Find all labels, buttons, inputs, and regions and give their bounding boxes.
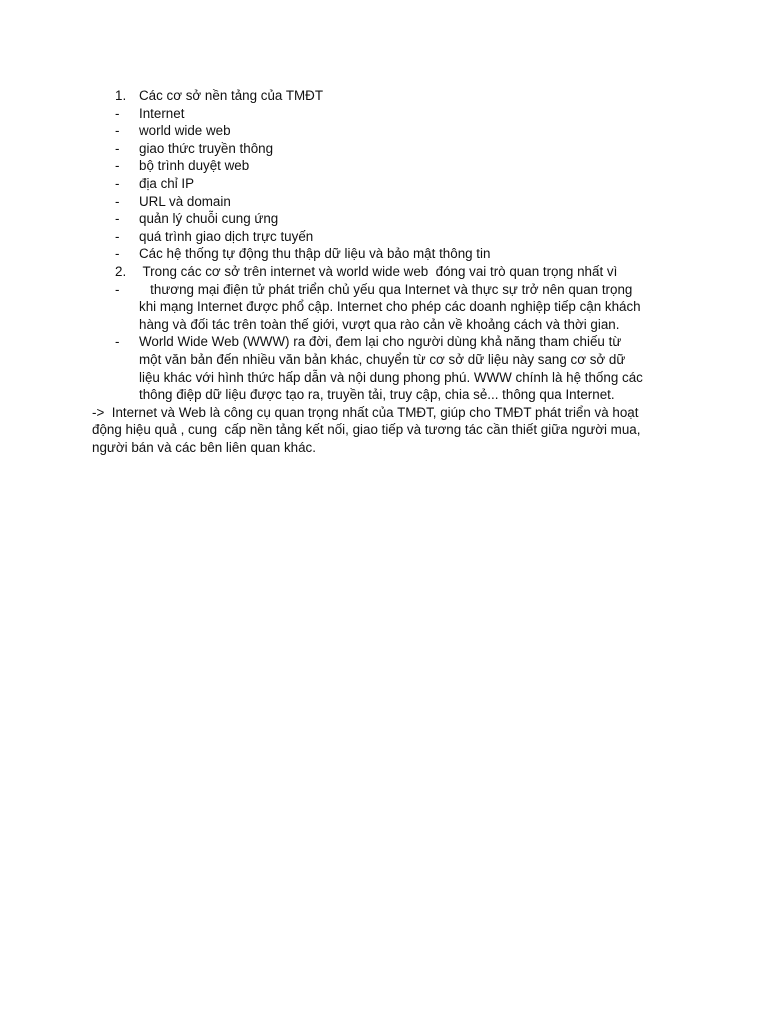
list-marker: 1. [115, 88, 127, 103]
list-item [92, 228, 692, 246]
paragraph-line: một văn bản đến nhiều văn bản khác, chuyển từ cơ sở dữ liệu này sang cơ sở dữ [139, 351, 626, 367]
paragraph-line: thông điệp dữ liệu được tạo ra, truyền tải, truy cập, chia sẻ... thông qua Internet. [139, 387, 615, 403]
paragraph-line: liệu khác với hình thức hấp dẫn và nội dung phong phú. WWW chính là hệ thống các [139, 369, 643, 385]
list-marker: - [115, 211, 120, 227]
paragraph-www [92, 333, 692, 403]
list-marker: - [115, 123, 120, 139]
list-marker: - [115, 158, 120, 174]
paragraph-body [139, 333, 692, 403]
paragraph-body [139, 281, 692, 334]
list-item [92, 263, 692, 281]
list-item [92, 245, 692, 263]
list-item [92, 87, 692, 105]
list-item-text: world wide web [139, 123, 231, 139]
paragraph-internet [92, 281, 692, 334]
list-item-text: URL và domain [139, 193, 231, 209]
list-item-text: Trong các cơ sở trên internet và world wide web đóng vai trò quan trọng nhất vì [139, 263, 618, 279]
list-item [92, 157, 692, 175]
list-item-text: quản lý chuỗi cung ứng [139, 211, 279, 227]
list-item-text: địa chỉ IP [139, 175, 195, 191]
list-marker: - [115, 228, 120, 244]
list-item-text: Internet [139, 105, 185, 121]
list-item [92, 175, 692, 193]
list-item-text: Các hệ thống tự động thu thập dữ liệu và bảo mật thông tin [139, 246, 491, 262]
conclusion-line: -> Internet và Web là công cụ quan trọng nhất của TMĐT, giúp cho TMĐT phát triển và hoạt [92, 404, 639, 420]
paragraph-line: khi mạng Internet được phổ cập. Internet cho phép các doanh nghiệp tiếp cận khách [139, 299, 641, 315]
list-marker: - [115, 246, 120, 262]
conclusion-paragraph [92, 404, 692, 457]
list-marker: - [115, 140, 120, 156]
list-item-text: Các cơ sở nền tảng của TMĐT [139, 88, 324, 103]
paragraph-line: thương mại điện tử phát triển chủ yếu qua Internet và thực sự trở nên quan trọng [139, 281, 633, 297]
list-item [92, 140, 692, 158]
list-item [92, 193, 692, 211]
list-marker: - [115, 193, 120, 209]
list-item [92, 105, 692, 123]
list-item-text: bộ trình duyệt web [139, 158, 250, 174]
list-marker: - [115, 175, 120, 191]
paragraph-line: World Wide Web (WWW) ra đời, đem lại cho người dùng khả năng tham chiếu từ [139, 334, 622, 350]
list-marker: 2. [115, 263, 127, 279]
paragraph-line: hàng và đối tác trên toàn thế giới, vượt qua rào cản về khoảng cách và thời gian. [139, 316, 620, 332]
list-item-text: giao thức truyền thông [139, 140, 274, 156]
document-content [92, 87, 692, 456]
list-marker: - [115, 105, 120, 121]
list-marker: - [115, 281, 120, 297]
list-item-text: quá trình giao dịch trực tuyến [139, 228, 314, 244]
list-marker: - [115, 334, 120, 350]
conclusion-line: người bán và các bên liên quan khác. [92, 439, 316, 455]
list-item [92, 210, 692, 228]
conclusion-line: động hiệu quả , cung cấp nền tảng kết nối, giao tiếp và tương tác cần thiết giữa người mua, [92, 422, 641, 438]
list-item [92, 122, 692, 140]
